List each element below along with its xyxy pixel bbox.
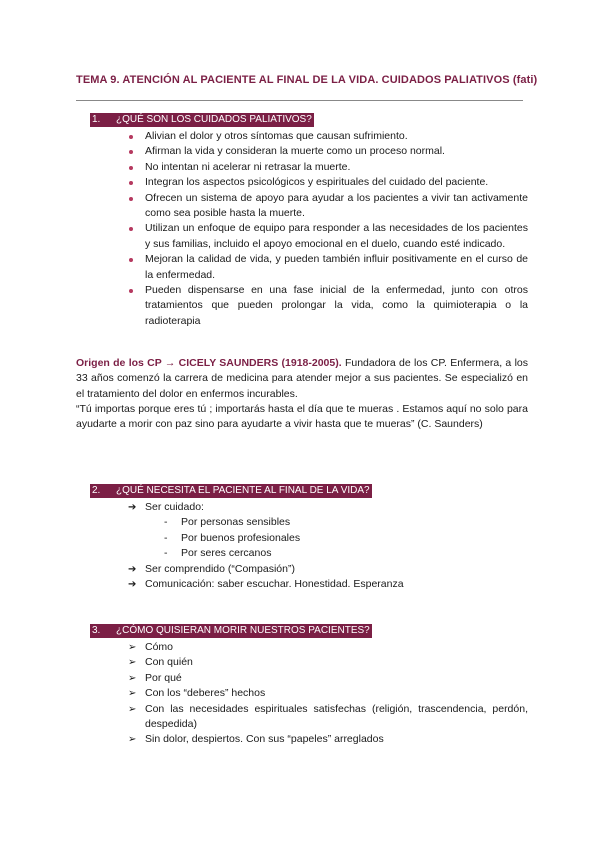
origin-paragraph [76,356,528,402]
section-3-heading [90,624,372,638]
arrowhead-icon: ➢ [128,703,137,715]
arrowhead-icon: ➢ [128,688,137,700]
section-2-heading [90,484,372,498]
section-2-number: 2. [92,485,101,496]
sub-list-item: - Por buenos profesionales [164,531,528,546]
bullet-icon [129,258,133,262]
sub-list [145,515,528,561]
list-item: ➔ Ser cuidado: - Por personas sensibles - Por buenos profesionales - Por seres cercanos [128,500,528,562]
section-3-list [128,640,528,748]
bullet-icon [129,150,133,154]
list-item: Utilizan un enfoque de equipo para responder a las necesidades de los pacientes y sus familias, incluido el apoyo emocional en el duelo, cuando esté indicado. [128,221,528,252]
saunders-quote: “Tú importas porque eres tú ; importarás hasta el día que te mueras . Estamos aquí no solo para ayudarte a morir con paz sino para ayudarte a vivir hasta que te mueras” (C. Saunders) [76,403,528,431]
list-item: ➔ Comunicación: saber escuchar. Honestidad. Esperanza [128,577,528,592]
list-item: Afirman la vida y consideran la muerte como un proceso normal. [128,144,528,159]
bullet-icon [129,197,133,201]
section-1-list [128,129,528,329]
list-item: ➢ Con quién [128,655,528,670]
dash-icon: - [164,531,168,544]
dash-icon: - [164,547,168,560]
arrowhead-icon: ➢ [128,642,137,653]
section-3-number: 3. [92,625,101,636]
section-1-heading [90,113,314,127]
list-item: Ofrecen un sistema de apoyo para ayudar a los pacientes a vivir tan activamente como sea posible hasta la muerte. [128,191,528,222]
list-item: ➢ Sin dolor, despiertos. Con sus “papeles” arreglados [128,732,528,747]
arrowhead-icon: ➢ [128,734,137,746]
list-item: Pueden dispensarse en una fase inicial de la enfermedad, junto con otros tratamientos que pueden prolongar la vida, como la quimioterapia o la radioterapia [128,283,528,329]
section-2-list [128,500,528,592]
sub-list-item: - Por seres cercanos [164,546,528,561]
bullet-icon [129,227,133,231]
section-3-title: ¿CÓMO QUISIERAN MORIR NUESTROS PACIENTES? [116,625,370,636]
section-2-title: ¿QUÉ NECESITA EL PACIENTE AL FINAL DE LA VIDA? [116,485,370,496]
bullet-icon [129,289,133,293]
list-item: Integran los aspectos psicológicos y espirituales del cuidado del paciente. [128,175,528,190]
list-item: Mejoran la calidad de vida, y pueden también influir positivamente en el curso de la enfermedad. [128,252,528,283]
arrow-right-icon: ➔ [128,579,137,591]
list-item: ➔ Ser comprendido (“Compasión”) [128,562,528,577]
sub-list-item: - Por personas sensibles [164,515,528,530]
arrow-right-icon: ➔ [128,563,137,575]
list-item: ➢ Por qué [128,671,528,686]
arrowhead-icon: ➢ [128,657,137,669]
origin-label: Origen de los CP → CICELY SAUNDERS (1918-2005). [76,357,342,369]
arrowhead-icon: ➢ [128,672,137,684]
list-item: Alivian el dolor y otros síntomas que causan sufrimiento. [128,129,528,144]
title-divider [76,100,523,101]
origin-text: Fundadora de los CP. Enfermera, a los 33 años comenzó la carrera de medicina para atender mejor a sus pacientes. Se especializó en el tratamiento del dolor en enfermos incurables. [76,357,528,400]
arrow-right-icon: ➔ [128,502,137,513]
bullet-icon [129,181,133,185]
list-item: ➢ Con los “deberes” hechos [128,686,528,701]
bullet-icon [129,166,133,170]
bullet-icon [129,135,133,139]
list-item: ➢ Con las necesidades espirituales satisfechas (religión, trascendencia, perdón, despedida) [128,702,528,731]
list-item: No intentan ni acelerar ni retrasar la muerte. [128,160,528,175]
page-title: TEMA 9. ATENCIÓN AL PACIENTE AL FINAL DE LA VIDA. CUIDADOS PALIATIVOS (fati) [76,74,538,86]
list-item: ➢ Cómo [128,640,528,655]
section-1-number: 1. [92,114,101,125]
section-1-title: ¿QUÉ SON LOS CUIDADOS PALIATIVOS? [116,114,312,125]
dash-icon: - [164,516,168,529]
